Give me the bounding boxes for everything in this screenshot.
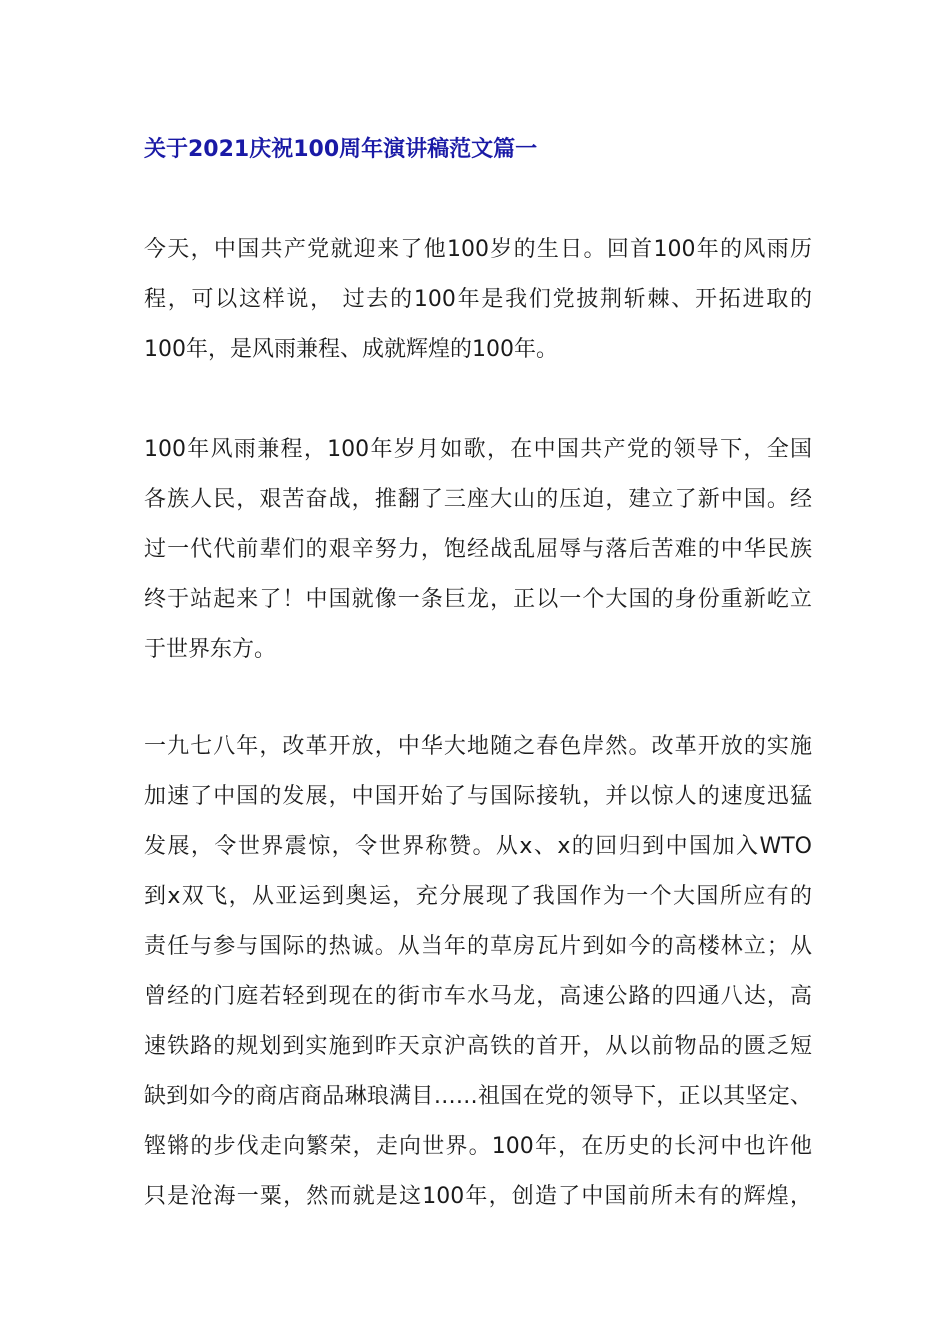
paragraph-line: 过一代代前辈们的艰辛努力，饱经战乱屈辱与落后苦难的中华民族 [144, 537, 812, 562]
paragraph-line: 责任与参与国际的热诚。从当年的草房瓦片到如今的高楼林立；从 [144, 934, 812, 959]
paragraph-line: 一九七八年，改革开放，中华大地随之春色岸然。改革开放的实施 [144, 734, 812, 759]
paragraph-line: 缺到如今的商店商品琳琅满目……祖国在党的领导下，正以其坚定、 [144, 1084, 812, 1109]
document-title: 关于2021庆祝100周年演讲稿范文篇一 [144, 137, 538, 162]
paragraph-line: 100年风雨兼程，100年岁月如歌，在中国共产党的领导下，全国 [144, 437, 812, 462]
paragraph-line: 加速了中国的发展，中国开始了与国际接轨，并以惊人的速度迅猛 [144, 784, 812, 809]
paragraph-2 [144, 425, 812, 675]
paragraph-line: 100年，是风雨兼程、成就辉煌的100年。 [144, 337, 558, 362]
paragraph-line: 曾经的门庭若轻到现在的街市车水马龙，高速公路的四通八达，高 [144, 984, 812, 1009]
paragraph-line: 速铁路的规划到实施到昨天京沪高铁的首开，从以前物品的匮乏短 [144, 1034, 812, 1059]
paragraph-line: 铿锵的步伐走向繁荣，走向世界。100年，在历史的长河中也许他 [144, 1134, 812, 1159]
paragraph-line: 各族人民，艰苦奋战，推翻了三座大山的压迫，建立了新中国。经 [144, 487, 812, 512]
paragraph-3 [144, 722, 812, 1222]
paragraph-line: 只是沧海一粟，然而就是这100年，创造了中国前所未有的辉煌， [144, 1184, 812, 1209]
paragraph-line: 程，可以这样说， 过去的100年是我们党披荆斩棘、开拓进取的 [144, 287, 812, 312]
paragraph-1 [144, 225, 812, 375]
paragraph-line: 于世界东方。 [144, 637, 277, 662]
paragraph-line: 终于站起来了！中国就像一条巨龙，正以一个大国的身份重新屹立 [144, 587, 812, 612]
paragraph-line: 今天，中国共产党就迎来了他100岁的生日。回首100年的风雨历 [144, 237, 812, 262]
paragraph-line: 到x双飞，从亚运到奥运，充分展现了我国作为一个大国所应有的 [144, 884, 812, 909]
paragraph-line: 发展，令世界震惊，令世界称赞。从x、x的回归到中国加入WTO [144, 834, 812, 859]
